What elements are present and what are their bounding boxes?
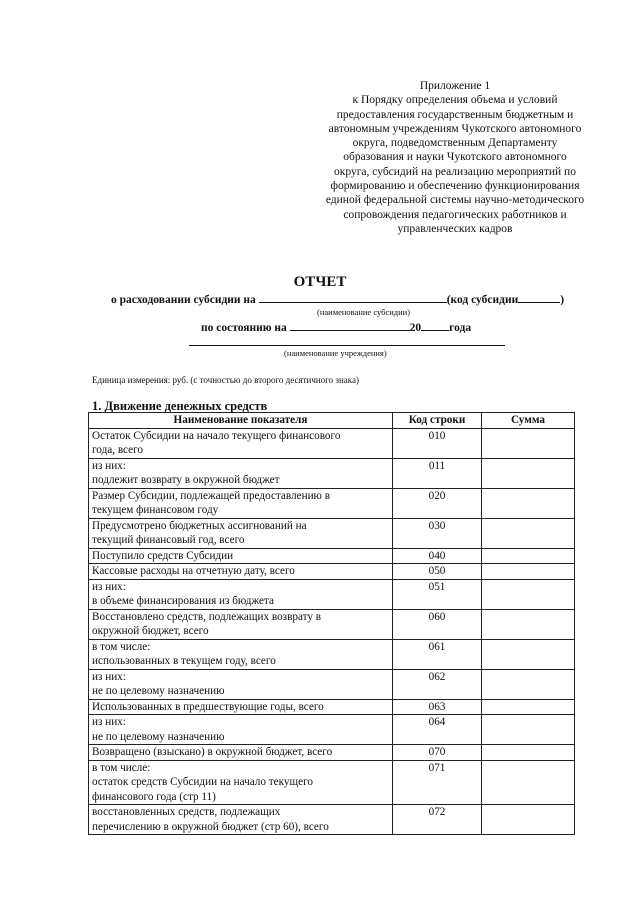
sum-cell[interactable] <box>482 609 575 639</box>
indicator-name-line: Предусмотрено бюджетных ассигнований на <box>92 519 307 532</box>
indicator-name-line: Кассовые расходы на отчетную дату, всего <box>92 565 295 577</box>
subsidy-line-end: ) <box>560 294 565 306</box>
indicator-name-cell <box>89 564 393 580</box>
appendix-line: округа, подведомственным Департаменту <box>352 137 558 150</box>
sum-cell[interactable] <box>482 564 575 580</box>
date-line-suffix: года <box>449 322 472 334</box>
indicator-name-line: из них: <box>92 716 126 728</box>
row-code-cell: 011 <box>393 458 482 488</box>
appendix-line: образования и науки Чукотского автономного <box>343 151 567 164</box>
indicator-name-line: окружной бюджет, всего <box>92 625 209 637</box>
row-code-cell: 064 <box>393 715 482 745</box>
indicator-name-cell <box>89 669 393 699</box>
indicator-name-line: использованных в текущем году, всего <box>92 655 276 667</box>
indicator-name-cell <box>89 715 393 745</box>
row-code-cell: 050 <box>393 564 482 580</box>
indicator-name-line: текущий финансовый год, всего <box>92 534 245 546</box>
row-code-cell: 062 <box>393 669 482 699</box>
indicator-name-cell <box>89 805 393 835</box>
row-code-cell: 071 <box>393 760 482 805</box>
table-header-row <box>89 413 575 429</box>
table-row <box>89 805 575 835</box>
table-row <box>89 609 575 639</box>
indicator-name-cell <box>89 609 393 639</box>
row-code-cell: 072 <box>393 805 482 835</box>
appendix-line: к Порядку определения объема и условий <box>352 94 558 107</box>
table-row <box>89 458 575 488</box>
appendix-line: сопровождения педагогических работников и <box>343 208 567 221</box>
indicator-name-line: в том числе: <box>92 761 151 774</box>
indicator-name-line: из них: <box>92 580 126 593</box>
table-row <box>89 428 575 458</box>
sum-cell[interactable] <box>482 715 575 745</box>
appendix-block <box>300 79 610 236</box>
indicator-name-line: Восстановлено средств, подлежащих возврату в <box>92 610 322 623</box>
row-code-cell: 061 <box>393 639 482 669</box>
sum-cell[interactable] <box>482 518 575 548</box>
column-header-sum: Сумма <box>482 413 575 429</box>
appendix-line: формированию и обеспечению функционирования <box>330 180 580 193</box>
indicator-name-line: года, всего <box>92 444 144 456</box>
table-row <box>89 488 575 518</box>
indicator-name-cell <box>89 428 393 458</box>
indicator-name-line: остаток средств Субсидии на начало текущего <box>92 776 313 788</box>
appendix-line: округа, субсидий на реализацию мероприятий по <box>334 165 576 178</box>
indicator-name-cell <box>89 579 393 609</box>
sum-cell[interactable] <box>482 458 575 488</box>
indicator-name-line: из них: <box>92 670 126 683</box>
table-row <box>89 548 575 564</box>
indicator-name-line: Поступило средств Субсидии <box>92 549 234 562</box>
report-date-line <box>201 319 471 334</box>
date-line-prefix: по состоянию на <box>201 322 287 334</box>
row-code-cell: 051 <box>393 579 482 609</box>
sum-cell[interactable] <box>482 699 575 715</box>
table-row <box>89 518 575 548</box>
indicator-name-cell <box>89 639 393 669</box>
sum-cell[interactable] <box>482 669 575 699</box>
indicator-name-line: финансового года (стр 11) <box>92 790 216 803</box>
indicator-name-cell <box>89 760 393 805</box>
table-row <box>89 699 575 715</box>
row-code-cell: 070 <box>393 745 482 761</box>
indicator-name-line: восстановленных средств, подлежащих <box>92 806 281 818</box>
appendix-line: автономным учреждениям Чукотского автономного <box>328 122 582 135</box>
subsidy-name-field[interactable] <box>259 291 447 303</box>
institution-name-field[interactable] <box>189 345 505 346</box>
subsidy-code-field[interactable] <box>518 291 560 303</box>
indicator-name-line: Возвращено (взыскано) в окружной бюджет, всего <box>92 746 333 758</box>
section-heading: 1. Движение денежных средств <box>92 399 268 413</box>
indicator-name-line: подлежит возврату в окружной бюджет <box>92 474 280 486</box>
sum-cell[interactable] <box>482 760 575 805</box>
row-code-cell: 010 <box>393 428 482 458</box>
report-date-field[interactable] <box>290 319 410 331</box>
report-year-field[interactable] <box>421 319 449 331</box>
indicator-name-line: текущем финансовом году <box>92 504 219 516</box>
indicator-name-cell <box>89 488 393 518</box>
table-row <box>89 715 575 745</box>
indicator-name-cell <box>89 745 393 761</box>
indicator-name-cell <box>89 458 393 488</box>
column-header-code: Код строки <box>393 413 482 429</box>
appendix-line: единой федеральной системы научно-методического <box>325 194 585 207</box>
sum-cell[interactable] <box>482 639 575 669</box>
indicator-name-line: Использованных в предшествующие годы, всего <box>92 700 324 713</box>
row-code-cell: 060 <box>393 609 482 639</box>
table-row <box>89 669 575 699</box>
indicator-name-line: в том числе: <box>92 640 151 653</box>
sum-cell[interactable] <box>482 745 575 761</box>
cash-flow-table <box>88 412 575 835</box>
date-year-prefix: 20 <box>409 322 422 334</box>
appendix-title: Приложение 1 <box>419 80 491 92</box>
indicator-name-line: Остаток Субсидии на начало текущего финансового <box>92 429 341 442</box>
row-code-cell: 063 <box>393 699 482 715</box>
row-code-cell: 020 <box>393 488 482 518</box>
column-header-name: Наименование показателя <box>89 413 393 429</box>
table-row <box>89 564 575 580</box>
subsidy-line-prefix: о расходовании субсидии на <box>111 294 256 306</box>
indicator-name-line: не по целевому назначению <box>92 730 225 743</box>
subsidy-name-caption: (наименование субсидии) <box>317 307 411 317</box>
sum-cell[interactable] <box>482 805 575 835</box>
units-note: Единица измерения: руб. (с точностью до второго десятичного знака) <box>92 375 359 385</box>
indicator-name-line: в объеме финансирования из бюджета <box>92 595 274 607</box>
sum-cell[interactable] <box>482 428 575 458</box>
indicator-name-cell <box>89 699 393 715</box>
indicator-name-line: из них: <box>92 459 126 472</box>
indicator-name-line: не по целевому назначению <box>92 685 225 697</box>
table-row <box>89 579 575 609</box>
institution-name-caption: (наименование учреждения) <box>284 348 387 358</box>
sum-cell[interactable] <box>482 488 575 518</box>
table-row <box>89 745 575 761</box>
table-row <box>89 639 575 669</box>
sum-cell[interactable] <box>482 579 575 609</box>
indicator-name-cell <box>89 518 393 548</box>
subsidy-code-label: (код субсидии <box>446 294 519 306</box>
row-code-cell: 040 <box>393 548 482 564</box>
indicator-name-line: Размер Субсидии, подлежащей предоставлению в <box>92 489 330 502</box>
appendix-line: управленческих кадров <box>397 222 513 235</box>
indicator-name-line: перечислению в окружной бюджет (стр 60), всего <box>92 820 329 833</box>
table-row <box>89 760 575 805</box>
row-code-cell: 030 <box>393 518 482 548</box>
appendix-line: предоставления государственным бюджетным и <box>336 108 574 121</box>
sum-cell[interactable] <box>482 548 575 564</box>
report-title: ОТЧЕТ <box>293 274 347 290</box>
report-subsidy-line <box>111 291 564 306</box>
indicator-name-cell <box>89 548 393 564</box>
